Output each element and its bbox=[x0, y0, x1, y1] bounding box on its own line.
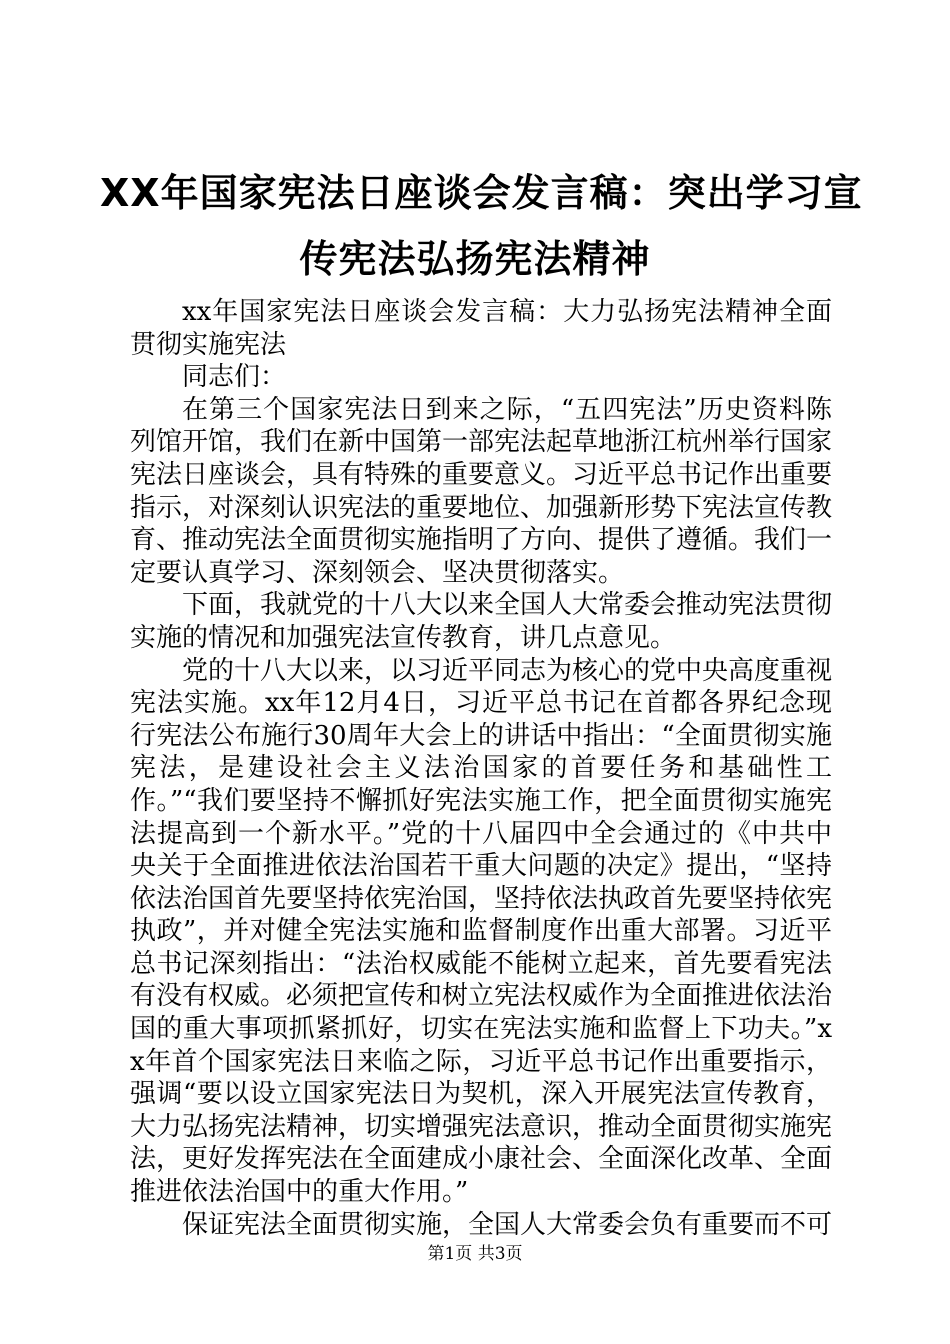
document-body bbox=[130, 296, 832, 1241]
paragraph-salutation: 同志们： bbox=[182, 362, 287, 393]
title-line-1: XX年国家宪法日座谈会发言稿：突出学习宣 bbox=[100, 171, 863, 215]
paragraph-intro: 在第三个国家宪法日到来之际，“五四宪法”历史资料陈列馆开馆，我们在新中国第一部宪法起草地浙江杭州举行国家宪法日座谈会，具有特殊的重要意义。习近平总书记作出重要指示，对深刻认识宪法的重要地位、加强新形势下宪法宣传教育、推动宪法全面贯彻实施指明了方向、提供了遵循。我们一定要认真学习、深刻领会、坚决贯彻落实。 bbox=[130, 394, 833, 588]
paragraph-continued: 保证宪法全面贯彻实施，全国人大常委会负有重要而不可 bbox=[182, 1209, 833, 1240]
page-number-footer: 第1页 共3页 bbox=[427, 1244, 523, 1264]
document-title bbox=[100, 160, 863, 292]
paragraph-outline: 下面，我就党的十八大以来全国人大常委会推动宪法贯彻实施的情况和加强宪法宣传教育，讲几点意见。 bbox=[130, 590, 833, 653]
paragraph-main: 党的十八大以来，以习近平同志为核心的党中央高度重视宪法实施。xx年12月4日，习近平总书记在首都各界纪念现行宪法公布施行30周年大会上的讲话中指出：“全面贯彻实施宪法，是建设社会主义法治国家的首要任务和基础性工作。”“我们要坚持不懈抓好宪法实施工作，把全面贯彻实施宪法提高到一个新水平。”党的十八届四中全会通过的《中共中央关于全面推进依法治国若干重大问题的决定》提出，“坚持依法治国首先要坚持依宪治国，坚持依法执政首先要坚持依宪执政”，并对健全宪法实施和监督制度作出重大部署。习近平总书记深刻指出：“法治权威能不能树立起来，首先要看宪法有没有权威。必须把宣传和树立宪法权威作为全面推进依法治国的重大事项抓紧抓好，切实在宪法实施和监督上下功夫。”xx年首个国家宪法日来临之际，习近平总书记作出重要指示，强调“要以设立国家宪法日为契机，深入开展宪法宣传教育，大力弘扬宪法精神，切实增强宪法意识，推动全面贯彻实施宪法，更好发挥宪法在全面建成小康社会、全面深化改革、全面推进依法治国中的重大作用。” bbox=[130, 655, 833, 1208]
title-line-2: 传宪法弘扬宪法精神 bbox=[299, 237, 651, 281]
paragraph-subtitle: xx年国家宪法日座谈会发言稿：大力弘扬宪法精神全面贯彻实施宪法 bbox=[130, 297, 832, 360]
